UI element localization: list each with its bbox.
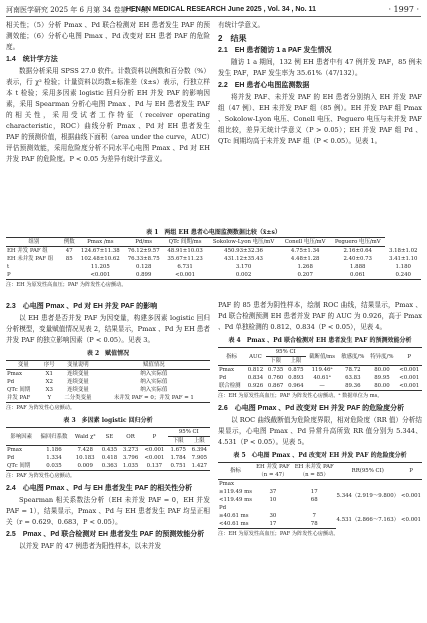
table-header: 指标 [218, 463, 253, 480]
section-heading: 1.4 统计学方法 [6, 56, 58, 63]
table-cell: 63.83 [345, 375, 361, 381]
table-cell: 0.893 [288, 375, 304, 381]
table-cell: 85 [65, 256, 73, 262]
table-cell: 30 [269, 513, 277, 519]
left-column-middle [6, 300, 210, 552]
table-cell: 10 [269, 497, 277, 503]
table-header: OR [120, 428, 141, 446]
paragraph: 以 ROC 曲线截断值为危险度界限，相对危险度（RR 值）分析结果显示，心电图 Pmax 、Pd 异常升高所致 RR 值分别为 5.344、4.531（P < 0.05）。见表 5。 [218, 416, 422, 446]
table-cell: 102.48±10.62 [80, 256, 120, 262]
table-cell: EH 未并发 PAF 组 [7, 256, 54, 262]
table-caption: 表 5 心电图 Pmax 、Pd 改变对 EH 并发 PAF 的危险度分析 [233, 452, 407, 459]
table-cell: Pmax [7, 371, 22, 377]
table-cell: <40.61 ms [218, 520, 253, 529]
table-cell: 6.394 [191, 447, 208, 453]
table-cell: 35.67±11.23 [167, 256, 203, 262]
table-cell: <0.001 [399, 375, 420, 381]
table-cell: 0.867 [266, 382, 286, 391]
table-cell: 纳入实际值 [140, 387, 168, 393]
table-row [6, 386, 210, 394]
table-caption: 表 3 多因素 logistic 回归分析 [63, 417, 153, 424]
table-cell: 47 [65, 248, 73, 254]
table-row [6, 370, 210, 379]
table-cell: 0.207 [280, 271, 330, 280]
table-cell: P [6, 271, 62, 280]
paragraph: 以并发 PAF 的 47 例患者为阳性样本，以未并发 [19, 542, 162, 550]
table-3 [6, 427, 210, 471]
table-cell: Y [41, 394, 59, 403]
table-cell: QTc 间期 [6, 462, 36, 471]
table-cell: 1.334 [46, 455, 62, 461]
section-heading: 2 结果 [218, 34, 247, 43]
table-header: Pmax /ms [77, 238, 124, 247]
table-cell: 0.735 [267, 367, 284, 373]
table-cell: 0.363 [99, 462, 120, 471]
table-cell: 80.00 [374, 367, 390, 373]
journal-title-en: HENAN MEDICAL RESEARCH June 2025 , Vol. 34 , No. 11 [126, 6, 316, 13]
table-cell: <0.001 [144, 455, 165, 461]
table-note: 注：PAF 为阵发性心房颤动。 [6, 473, 76, 479]
table-cell: <0.001 [397, 382, 423, 391]
table-cell: 17 [253, 520, 293, 529]
table-cell: 78 [293, 520, 336, 529]
table-cell: <0.001 [401, 517, 421, 524]
table-cell: 7.428 [77, 447, 93, 453]
table-cell: QTc 间期 [7, 387, 31, 393]
table-header: 偏回归系数 [36, 428, 71, 446]
table-cell: t [7, 264, 10, 270]
table-header: 上限 [286, 357, 306, 366]
table-cell: Pmax [219, 367, 234, 373]
paragraph: 相关性；（5）分析 Pmax 、Pd 联合检测对 EH 患者发生 PAF 的预测效能；（6）分析心电图 Pmax 、Pd 改变对 EH 患者 PAF 的危险度。 [6, 21, 210, 51]
table-cell: 11.205 [90, 264, 110, 270]
table-cell: 3.273 [122, 447, 139, 453]
table-header: EH 未并发 PAF（n = 85） [294, 464, 334, 478]
table-cell: <0.001 [163, 271, 206, 280]
table-cell: EH 并发 PAF 组 [7, 248, 48, 254]
table-row [6, 378, 210, 386]
table-cell: 17 [310, 489, 318, 495]
table-cell: ≥40.61 ms [219, 513, 249, 519]
right-column-middle [218, 300, 422, 541]
table-row [6, 462, 210, 471]
page-header [6, 4, 421, 17]
section-heading: 2.3 心电图 Pmax 、Pd 对 EH 并发 PAF 的影响 [6, 303, 158, 310]
table-header: AUC [245, 348, 265, 366]
table-cell: 78.72 [345, 367, 361, 373]
table-header: 组别 [6, 238, 62, 247]
table-cell: 0.435 [101, 447, 118, 453]
table-cell: 0.002 [207, 271, 281, 280]
table-cell: 连续变量 [67, 387, 89, 393]
section-heading: 2.2 EH 患者心电图监测数据 [218, 82, 310, 89]
table-header: 序号 [41, 361, 59, 370]
table-header: P [141, 428, 168, 446]
table-header: Sokolow-Lyon 电压/mV [207, 238, 281, 247]
table-caption: 表 1 两组 EH 患者心电图监测数据比较（x̄±s） [146, 229, 281, 236]
table-row [218, 512, 422, 520]
table-cell: 5.344（2.919～9.800） [336, 493, 400, 499]
table-note: 注：EH 为原发性高血压；PAF 为阵发性心房颤动。 [218, 531, 339, 537]
table-header: 特异度/% [367, 348, 396, 366]
paragraph: 将并发 PAF、未并发 PAF 的 EH 患者分别纳入 EH 并发 PAF 组（47 例）、EH 未并发 PAF 组（85 例）。EH 并发 PAF 组 Pmax 、Sokolow-Lyon 电压、Conell 电压、Peguero 电压与未并发 PAF 组比较，差异无统计学意义（P > 0.05）；EH 并发 PAF 组 Pd 、QTc 间期均高于未并发 PAF 组（P < 0.05）。见表 1。 [218, 93, 422, 145]
table-cell: <0.001 [401, 493, 421, 499]
table-header: SE [99, 428, 120, 446]
paragraph: 有统计学意义。 [218, 21, 265, 29]
table-header: 95% CI [168, 428, 210, 437]
table-header: 赋值情况 [98, 361, 210, 370]
table-cell: <119.49 ms [219, 497, 252, 503]
table-header: 变量 [6, 361, 41, 370]
table-cell: — [306, 382, 338, 391]
table-header: P [397, 348, 423, 366]
table-cell: 3.796 [122, 455, 139, 461]
table-header: 下限 [168, 437, 189, 446]
table-4 [218, 347, 422, 391]
table-header: 指标 [218, 348, 245, 366]
page-number: · 1997 · [388, 5, 419, 14]
table-cell: 3.18±1.02 [388, 247, 418, 254]
table-cell: 431.12±35.43 [224, 256, 263, 262]
table-cell: <0.001 [399, 367, 420, 373]
table-header: 95% CI [266, 348, 306, 357]
table-row [6, 255, 421, 263]
table-cell: <0.001 [144, 447, 165, 453]
table-cell: 4.531（2.866～7.163） [336, 517, 400, 524]
table-cell: 未并发 PAF = 0；并发 PAF = 1 [98, 394, 210, 403]
table-cell: 0.964 [286, 382, 306, 391]
paragraph: PAF 的 85 患者为阴性样本，绘制 ROC 曲线，结果显示，Pmax 、Pd 联合检测预测 EH 患者并发 PAF 的 AUC 为 0.926，高于 Pmax 、Pd 单独检测的 0.812、0.834（P < 0.05），见表 4。 [218, 301, 422, 331]
table-cell: 4.48±1.28 [290, 256, 320, 262]
table-header: 影响因素 [6, 428, 36, 446]
table-cell: 纳入实际值 [140, 379, 168, 385]
left-column-top [6, 20, 210, 165]
table-note: 注：EH 为原发性高血压；PAF 为阵发性心房颤动。ᵃ 数据单位为 ms。 [218, 393, 383, 399]
table-cell: Pd [7, 379, 15, 385]
table-cell: 1.180 [395, 264, 411, 270]
table-cell: Pd [219, 505, 227, 511]
table-cell: 并发 PAF [6, 394, 41, 403]
table-cell: 89.36 [338, 382, 367, 391]
table-cell: 1.888 [350, 264, 366, 270]
table-row [6, 271, 421, 280]
paragraph: 数据分析采用 SPSS 27.0 软件。计数资料以例数和百分数（%）表示，行 χ² 检验；计量资料以均数±标准差（x̄±s）表示，行独立样本 t 检验；采用多因素 logistic 回归分析 EH 并发 PAF 的影响因素，采用 Spearman 分析心电图 Pmax 、Pd 与 EH 患者发生 PAF 的相关性，采用受试者工作特征（receiver operating characteristic，ROC）曲线分析 Pmax 、Pd 对 EH 患者发生 PAF 的预测价值，根据曲线下面积（area under the curve，AUC）评估预测效能，采用危险度分析不同水平心电图 Pmax 、Pd 对 EH 并发 PAF 的危险度。P < 0.05 为差异有统计学意义。 [6, 67, 210, 163]
table-cell: 119.46ᵃ [311, 367, 333, 373]
table-cell: 二分类变量 [58, 394, 98, 403]
table-cell: 89.95 [374, 375, 390, 381]
table-note: 注：EH 为原发性高血压；PAF 为阵发性心房颤动。 [6, 282, 127, 288]
table-cell: 连续变量 [67, 371, 89, 377]
table-cell: 0.751 [168, 462, 189, 471]
table-cell: 68 [310, 497, 318, 503]
table-header: 上限 [189, 437, 210, 446]
table-cell: 0.061 [330, 271, 385, 280]
table-header: Peguero 电压/mV [330, 238, 385, 247]
table-cell: 0.128 [135, 264, 152, 270]
table-cell: 1.035 [120, 462, 141, 471]
table-2 [6, 360, 210, 403]
section-heading: 2.1 EH 患者随访 1 a PAF 发生情况 [218, 47, 332, 54]
table-cell: Pd [219, 375, 227, 381]
table-caption: 表 2 赋值情况 [86, 350, 130, 357]
table-cell: 76.33±8.75 [127, 256, 160, 262]
table-cell: 48.91±10.03 [167, 248, 203, 254]
table-row [6, 454, 210, 462]
table-cell: 2.16±0.64 [343, 248, 372, 254]
table-row [6, 446, 210, 455]
table-cell: 0.812 [247, 367, 264, 373]
table-cell [62, 263, 77, 271]
table-row [218, 480, 422, 489]
table-header: Wald χ² [72, 428, 99, 446]
table-cell: 2.40±0.73 [343, 256, 372, 262]
table-cell: Pmax [219, 481, 234, 487]
section-heading: 2.5 Pmax 、Pd 联合检测对 EH 患者发生 PAF 的预测效能分析 [6, 531, 205, 538]
table-row [218, 382, 422, 391]
table-cell [62, 271, 77, 280]
table-cell: 纳入实际值 [140, 371, 168, 377]
table-1-block [6, 225, 421, 292]
table-row [218, 504, 422, 512]
table-row [218, 374, 422, 382]
table-cell: 1.784 [170, 455, 186, 461]
table-cell: <0.001 [77, 271, 124, 280]
table-header: Pd/ms [124, 238, 163, 247]
table-cell: 0.035 [36, 462, 71, 471]
table-caption: 表 4 Pmax 、Pd 联合检测对 EH 患者发生 PAF 的预测效能分析 [228, 337, 412, 344]
table-cell: 37 [269, 489, 277, 495]
table-cell: 1.427 [189, 462, 210, 471]
right-column-top [218, 20, 422, 147]
table-cell: 450.93±32.36 [224, 248, 263, 254]
table-row [6, 263, 421, 271]
table-cell: 3.41±1.10 [388, 256, 418, 262]
table-header: RR(95% CI) [336, 463, 400, 480]
table-cell: 0.834 [247, 375, 264, 381]
table-cell: 3.170 [235, 264, 252, 270]
table-row [6, 247, 421, 256]
paragraph: 以 EH 患者是否并发 PAF 为因变量，构建多因素 logistic 回归分析模型，变量赋值情况见表 2，结果显示，Pmax 、Pd 为 EH 患者并发 PAF 的独立影响因素（P < 0.05）。见表 3。 [6, 314, 210, 344]
table-row [218, 488, 422, 496]
table-header: 敏感度/% [338, 348, 367, 366]
table-header: QTc 间期/ms [163, 238, 206, 247]
table-cell: 40.61ᵃ [313, 375, 331, 381]
table-cell: 6.731 [177, 264, 193, 270]
table-cell: 0.760 [267, 375, 284, 381]
table-cell: 0.240 [385, 271, 421, 280]
table-row [6, 394, 210, 403]
table-cell: 1.186 [46, 447, 62, 453]
section-heading: 2.4 心电图 Pmax 、Pd 与 EH 患者发生 PAF 的相关性分析 [6, 485, 193, 492]
table-cell: 0.899 [124, 271, 163, 280]
section-heading: 2.6 心电图 Pmax 、Pd 改变对 EH 并发 PAF 的危险度分析 [218, 405, 405, 412]
table-cell: 1.675 [170, 447, 186, 453]
table-header: P [400, 463, 422, 480]
table-row [218, 366, 422, 375]
table-cell: 7.905 [191, 455, 208, 461]
journal-title-cn: 河南医学研究 2025 年 6 月第 34 卷第 11 期 [6, 6, 148, 14]
table-cell: 7 [312, 513, 316, 519]
table-cell: 0.418 [101, 455, 118, 461]
paragraph: 随访 1 a 期间，132 例 EH 患者中有 47 例并发 PAF，85 例未发生 PAF，PAF 发生率为 35.61%（47/132）。 [218, 58, 422, 77]
table-cell: 0.009 [72, 462, 99, 471]
table-5 [218, 462, 422, 529]
table-header: Conell 电压/mV [280, 238, 330, 247]
table-cell: 80.00 [367, 382, 396, 391]
table-cell: 联合检测 [218, 382, 245, 391]
table-cell: X1 [45, 371, 53, 377]
table-cell: 1.268 [297, 264, 313, 270]
table-cell: 连续变量 [67, 379, 89, 385]
table-note: 注：PAF 为阵发性心房颤动。 [6, 405, 76, 411]
table-cell: Pd [7, 455, 15, 461]
table-cell: 0.137 [141, 462, 168, 471]
paragraph: Spearman 相关系数法分析（EH 未并发 PAF = 0，EH 并发 PAF = 1），结果显示，Pmax 、Pd 与 EH 患者发生 PAF 均呈正相关（r = 0.629、0.683，P < 0.05）。 [6, 496, 210, 526]
table-header: EH 并发 PAF（n = 47） [253, 463, 293, 480]
table-cell: X3 [45, 387, 53, 393]
table-cell: 76.12±9.57 [127, 248, 160, 254]
table-cell: ≥119.49 ms [219, 489, 252, 495]
table-header: 下限 [266, 357, 286, 366]
table-cell: X2 [45, 379, 53, 385]
table-header: 截断值/ms [306, 348, 338, 366]
table-header: 变量说明 [58, 361, 98, 370]
table-cell: 124.67±11.38 [80, 248, 120, 254]
table-cell: 0.875 [288, 367, 304, 373]
table-cell: Pmax [7, 447, 22, 453]
table-header: 例数 [62, 238, 77, 247]
table-cell: 10.183 [75, 455, 95, 461]
table-cell: 0.926 [245, 382, 265, 391]
table-1 [6, 237, 421, 280]
table-cell: 4.75±1.34 [290, 248, 320, 254]
